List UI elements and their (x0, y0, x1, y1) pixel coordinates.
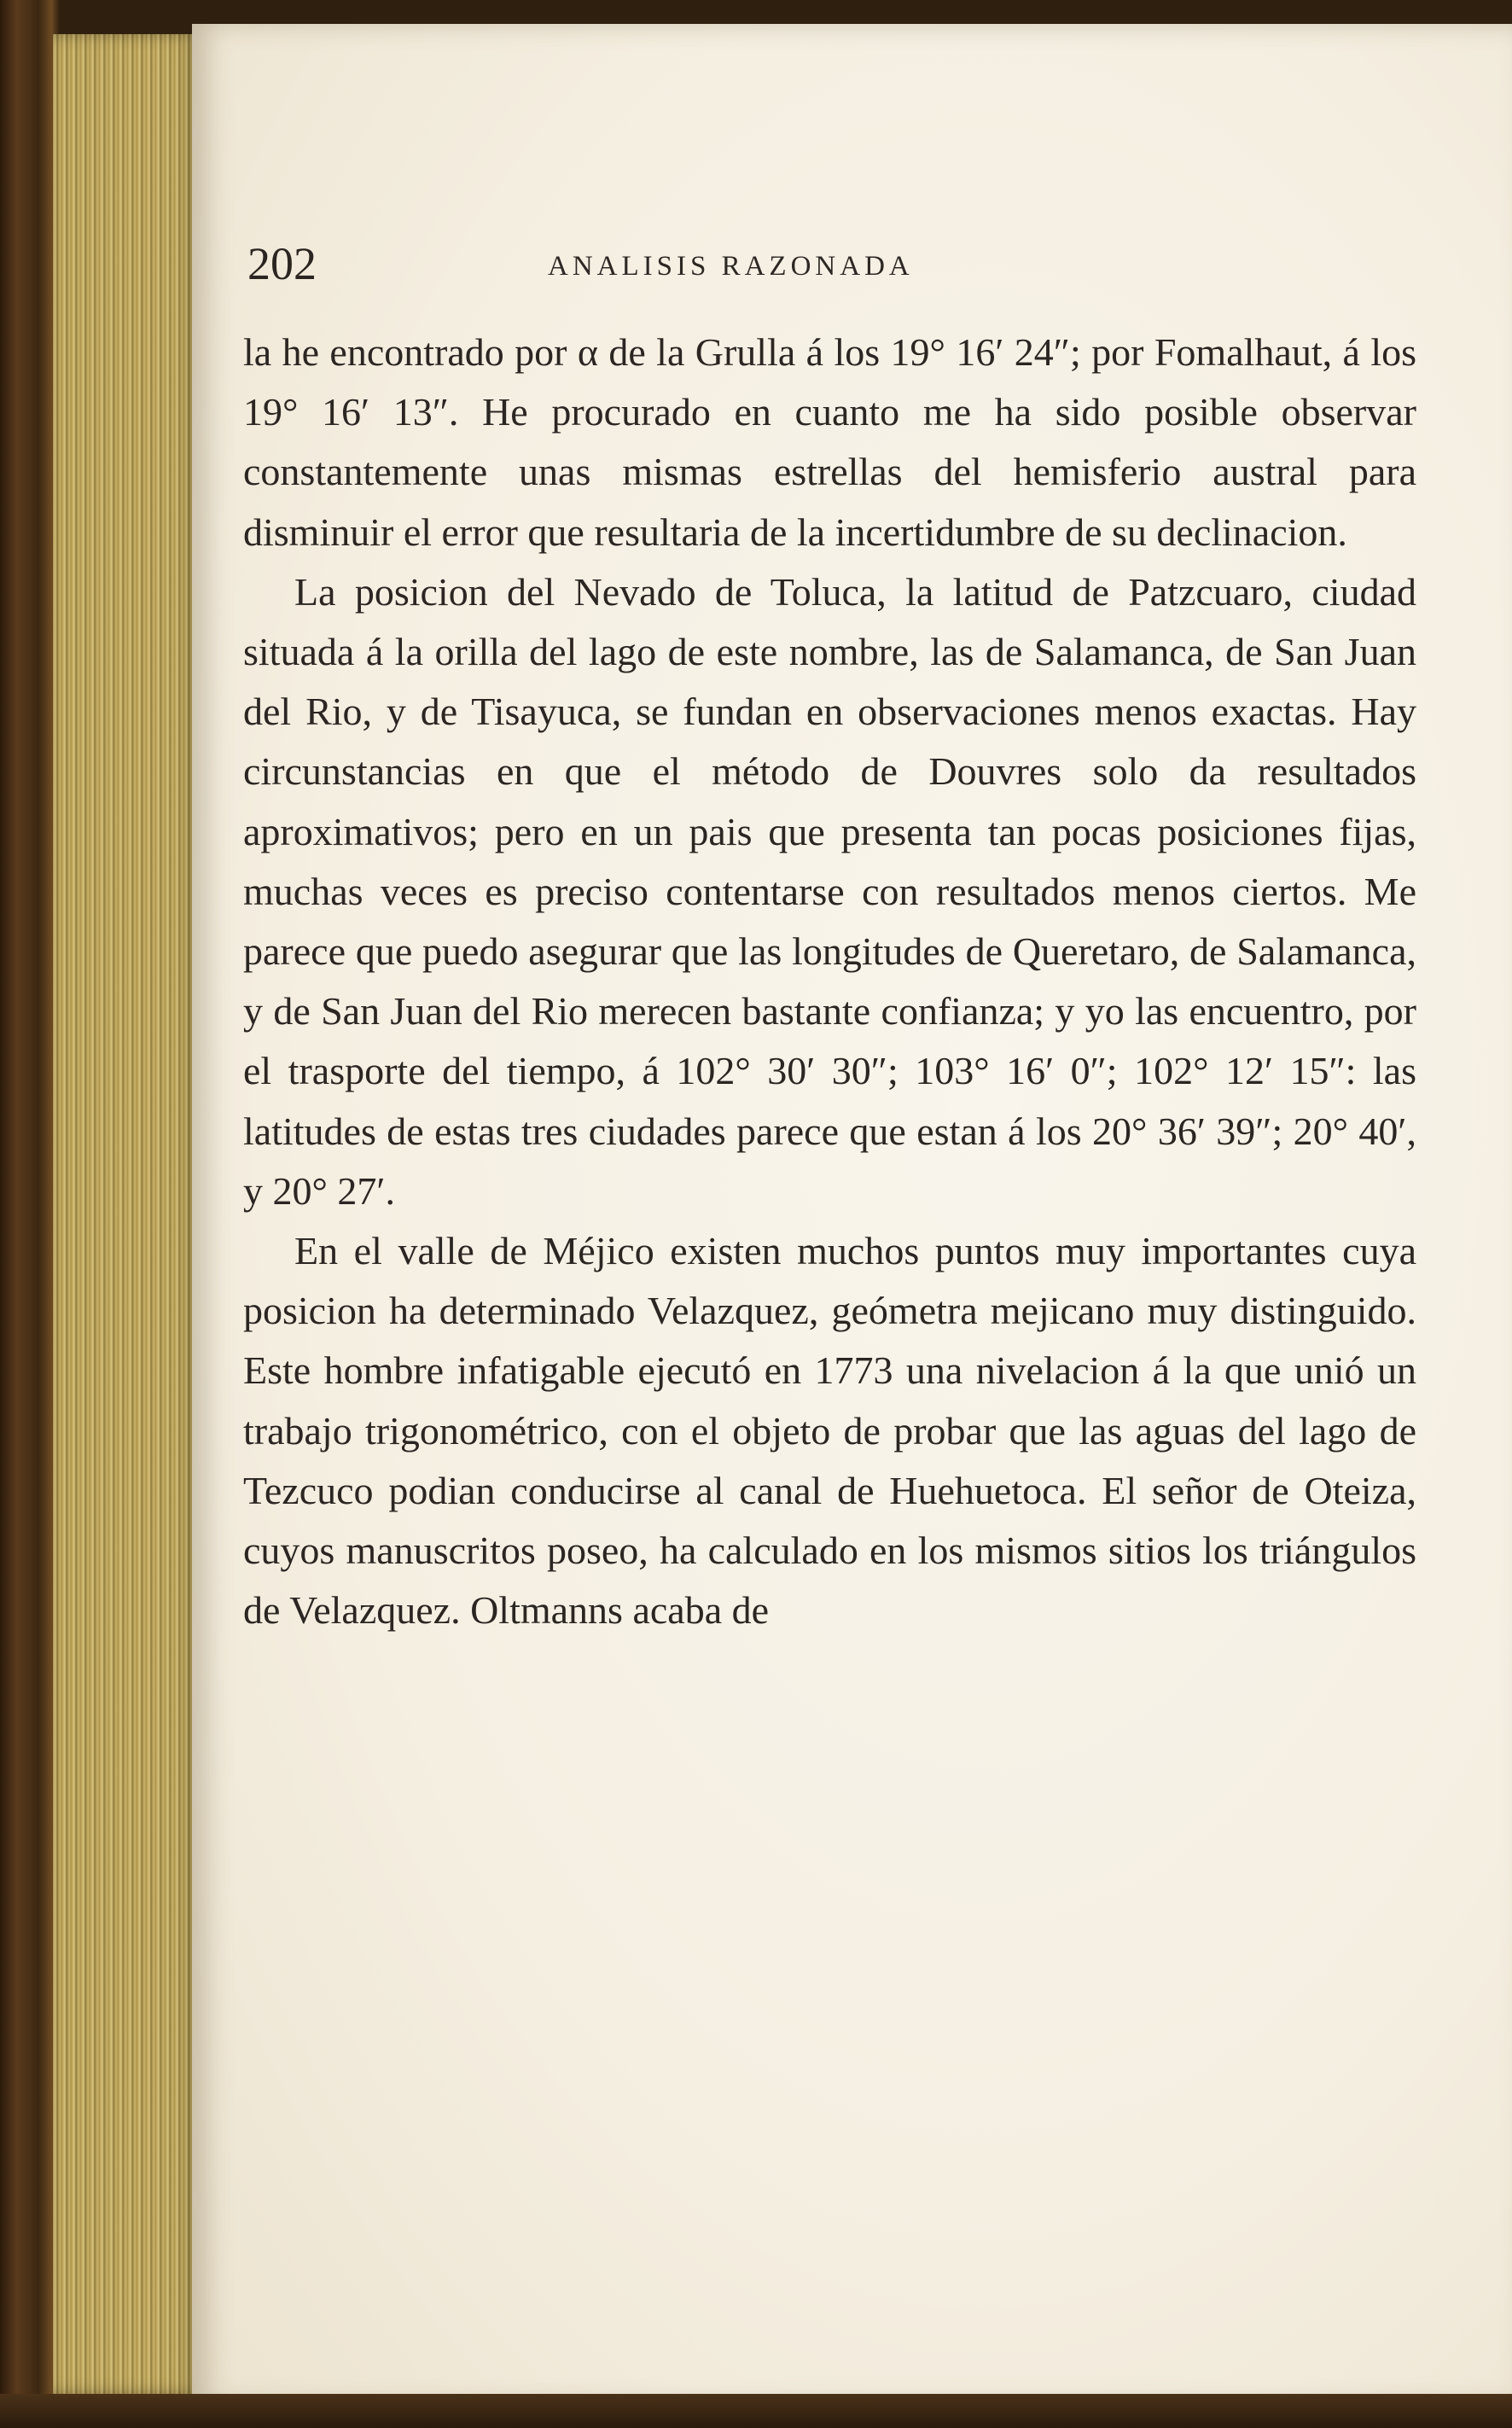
book-cover-edge (0, 2394, 1512, 2428)
paragraph-3: En el valle de Méjico existen muchos puntos muy importantes cuya posicion ha determinado Velazquez, geómetra mejicano muy distinguido. Este hombre infatigable ejecutó en 1773 una nivelacion á la que unió un trabajo trigonométrico, con el objeto de probar que las aguas del lago de Tezcuco podian conducirse al canal de Huehuetoca. El señor de Oteiza, cuyos manuscritos poseo, ha calculado en los mismos sitios los triángulos de Velazquez. Oltmanns acaba de (243, 1229, 1416, 1633)
page-number: 202 (247, 238, 317, 289)
paragraph-1: la he encontrado por α de la Grulla á los 19° 16′ 24″; por Fomalhaut, á los 19° 16′ 13″. He procurado en cuanto me ha sido posible observar constantemente unas mismas estrellas del hemisferio austral para disminuir el error que resultaria de la incertidumbre de su declinacion. (243, 330, 1416, 554)
paragraph-2: La posicion del Nevado de Toluca, la latitud de Patzcuaro, ciudad situada á la orilla del lago de este nombre, las de Salamanca, de San Juan del Rio, y de Tisayuca, se fundan en observaciones menos exactas. Hay circunstancias en que el método de Douvres solo da resultados aproximativos; pero en un pais que presenta tan pocas posiciones fijas, muchas veces es preciso contentarse con resultados menos ciertos. Me parece que puedo asegurar que las longitudes de Queretaro, de Salamanca, y de San Juan del Rio merecen bastante confianza; y yo las encuentro, por el trasporte del tiempo, á 102° 30′ 30″; 103° 16′ 0″; 102° 12′ 15″: las latitudes de estas tres ciudades parece que estan á los 20° 36′ 39″; 20° 40′, y 20° 27′. (243, 569, 1416, 1213)
running-title: ANALISIS RAZONADA (548, 251, 914, 282)
page-header (247, 220, 1143, 297)
body-text (243, 323, 1416, 1640)
page-edges (53, 34, 198, 2394)
